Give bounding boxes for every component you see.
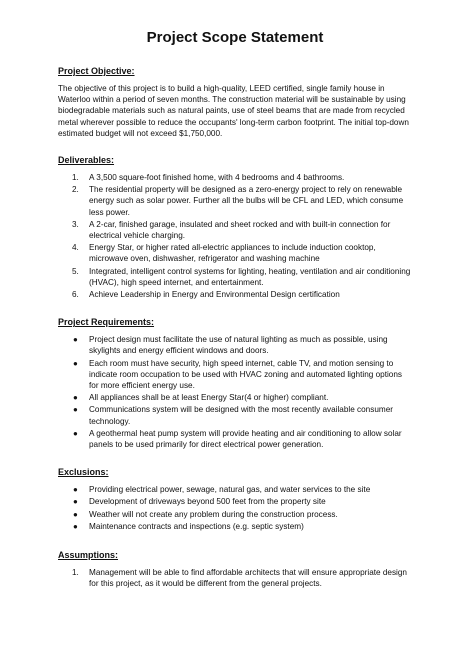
requirement-text: Each room must have security, high speed internet, cable TV, and motion sensing to indicate room occupation to be used with HVAC zoning and automated lighting options for more efficient energy use.: [89, 358, 402, 391]
deliverable-item: [58, 184, 412, 218]
requirement-item: [58, 358, 412, 392]
exclusion-item: [58, 496, 412, 507]
requirement-item: [58, 404, 412, 426]
deliverable-item: [58, 219, 412, 241]
list-number: 1.: [72, 568, 79, 578]
bullet-icon: ●: [73, 393, 78, 403]
exclusion-item: [58, 509, 412, 520]
exclusion-text: Development of driveways beyond 500 feet from the property site: [89, 497, 326, 507]
requirement-text: Project design must facilitate the use of natural lighting as much as possible, using skylights and energy efficient windows and doors.: [89, 335, 388, 356]
list-number: 3.: [72, 219, 79, 229]
list-number: 4.: [72, 243, 79, 253]
deliverable-text: Energy Star, or higher rated all-electric appliances to include induction cooktop, microwave oven, dishwasher, refrigerator and washing machine: [89, 243, 376, 264]
requirement-item: [58, 334, 412, 356]
assumption-item: [58, 567, 412, 589]
requirement-text: A geothermal heat pump system will provide heating and air conditioning to allow solar panels to be used primarily for direct electrical power generation.: [89, 428, 402, 450]
exclusion-item: [58, 484, 412, 495]
bullet-icon: ●: [73, 335, 78, 345]
bullet-icon: ●: [73, 509, 78, 519]
bullet-icon: ●: [73, 405, 78, 415]
deliverables-list: [58, 172, 412, 300]
deliverable-text: A 2-car, finished garage, insulated and sheet rocked and with built-in connection for electrical vehicle charging.: [89, 219, 391, 241]
requirement-text: Communications system will be designed with the most recently available consumer technology.: [89, 405, 393, 426]
exclusions-heading: Exclusions:: [58, 467, 109, 478]
deliverable-item: [58, 242, 412, 264]
list-number: 2.: [72, 185, 79, 195]
project-requirements-heading: Project Requirements:: [58, 317, 155, 328]
spacer: [58, 301, 412, 316]
assumptions-section: [58, 549, 412, 589]
assumptions-heading: Assumptions:: [58, 550, 119, 561]
exclusion-item: [58, 521, 412, 532]
bullet-icon: ●: [73, 521, 78, 531]
deliverables-section: [58, 154, 412, 300]
exclusions-section: [58, 466, 412, 532]
deliverable-text: The residential property will be designed as a zero-energy project to rely on renewable energy such as solar power. Further all the bulbs will be CFL and LED, which consume less power.: [89, 185, 404, 217]
bullet-icon: ●: [73, 358, 78, 368]
deliverable-text: Achieve Leadership in Energy and Environmental Design certification: [89, 290, 340, 300]
page-title: Project Scope Statement: [146, 29, 324, 46]
exclusions-list: [58, 484, 412, 532]
bullet-icon: ●: [73, 428, 78, 438]
deliverable-item: [58, 289, 412, 300]
spacer: [58, 451, 412, 466]
list-number: 1.: [72, 173, 79, 183]
requirement-item: [58, 428, 412, 450]
deliverable-text: Integrated, intelligent control systems for lighting, heating, ventilation and air conditioning (HVAC), high speed internet, and entertainment.: [89, 266, 411, 287]
project-objective-heading: Project Objective:: [58, 66, 135, 76]
requirement-text: All appliances shall be at least Energy Star(4 or higher) compliant.: [89, 393, 329, 403]
list-number: 6.: [72, 290, 79, 300]
requirement-item: [58, 392, 412, 403]
exclusion-text: Maintenance contracts and inspections (e.g. septic system): [89, 521, 304, 531]
list-number: 5.: [72, 266, 79, 276]
bullet-icon: ●: [73, 497, 78, 507]
bullet-icon: ●: [73, 485, 78, 495]
assumptions-list: [58, 567, 412, 589]
deliverable-item: [58, 266, 412, 288]
exclusion-text: Providing electrical power, sewage, natural gas, and water services to the site: [89, 485, 371, 495]
project-objective-section: [58, 65, 412, 139]
project-requirements-list: [58, 334, 412, 450]
exclusion-text: Weather will not create any problem during the construction process.: [89, 509, 338, 519]
deliverables-heading: Deliverables:: [58, 155, 115, 166]
deliverable-item: [58, 172, 412, 183]
project-objective-paragraph: The objective of this project is to build a high-quality, LEED certified, single family house in Waterloo within a period of seven months. The construction material will be sustainable by using biodegradable materials such as natural paints, use of steel beams that are made from recycled metal wherever possible to reduce the occupants' long-term carbon footprint. The initial top-down estimated budget will not exceed $1,750,000.: [58, 84, 409, 138]
deliverable-text: A 3,500 square-foot finished home, with 4 bedrooms and 4 bathrooms.: [89, 173, 345, 183]
spacer: [58, 139, 412, 154]
spacer: [58, 533, 412, 549]
project-requirements-section: [58, 316, 412, 450]
assumption-text: Management will be able to find affordable architects that will ensure appropriate design for this project, as it would be different from the general projects.: [89, 568, 407, 589]
